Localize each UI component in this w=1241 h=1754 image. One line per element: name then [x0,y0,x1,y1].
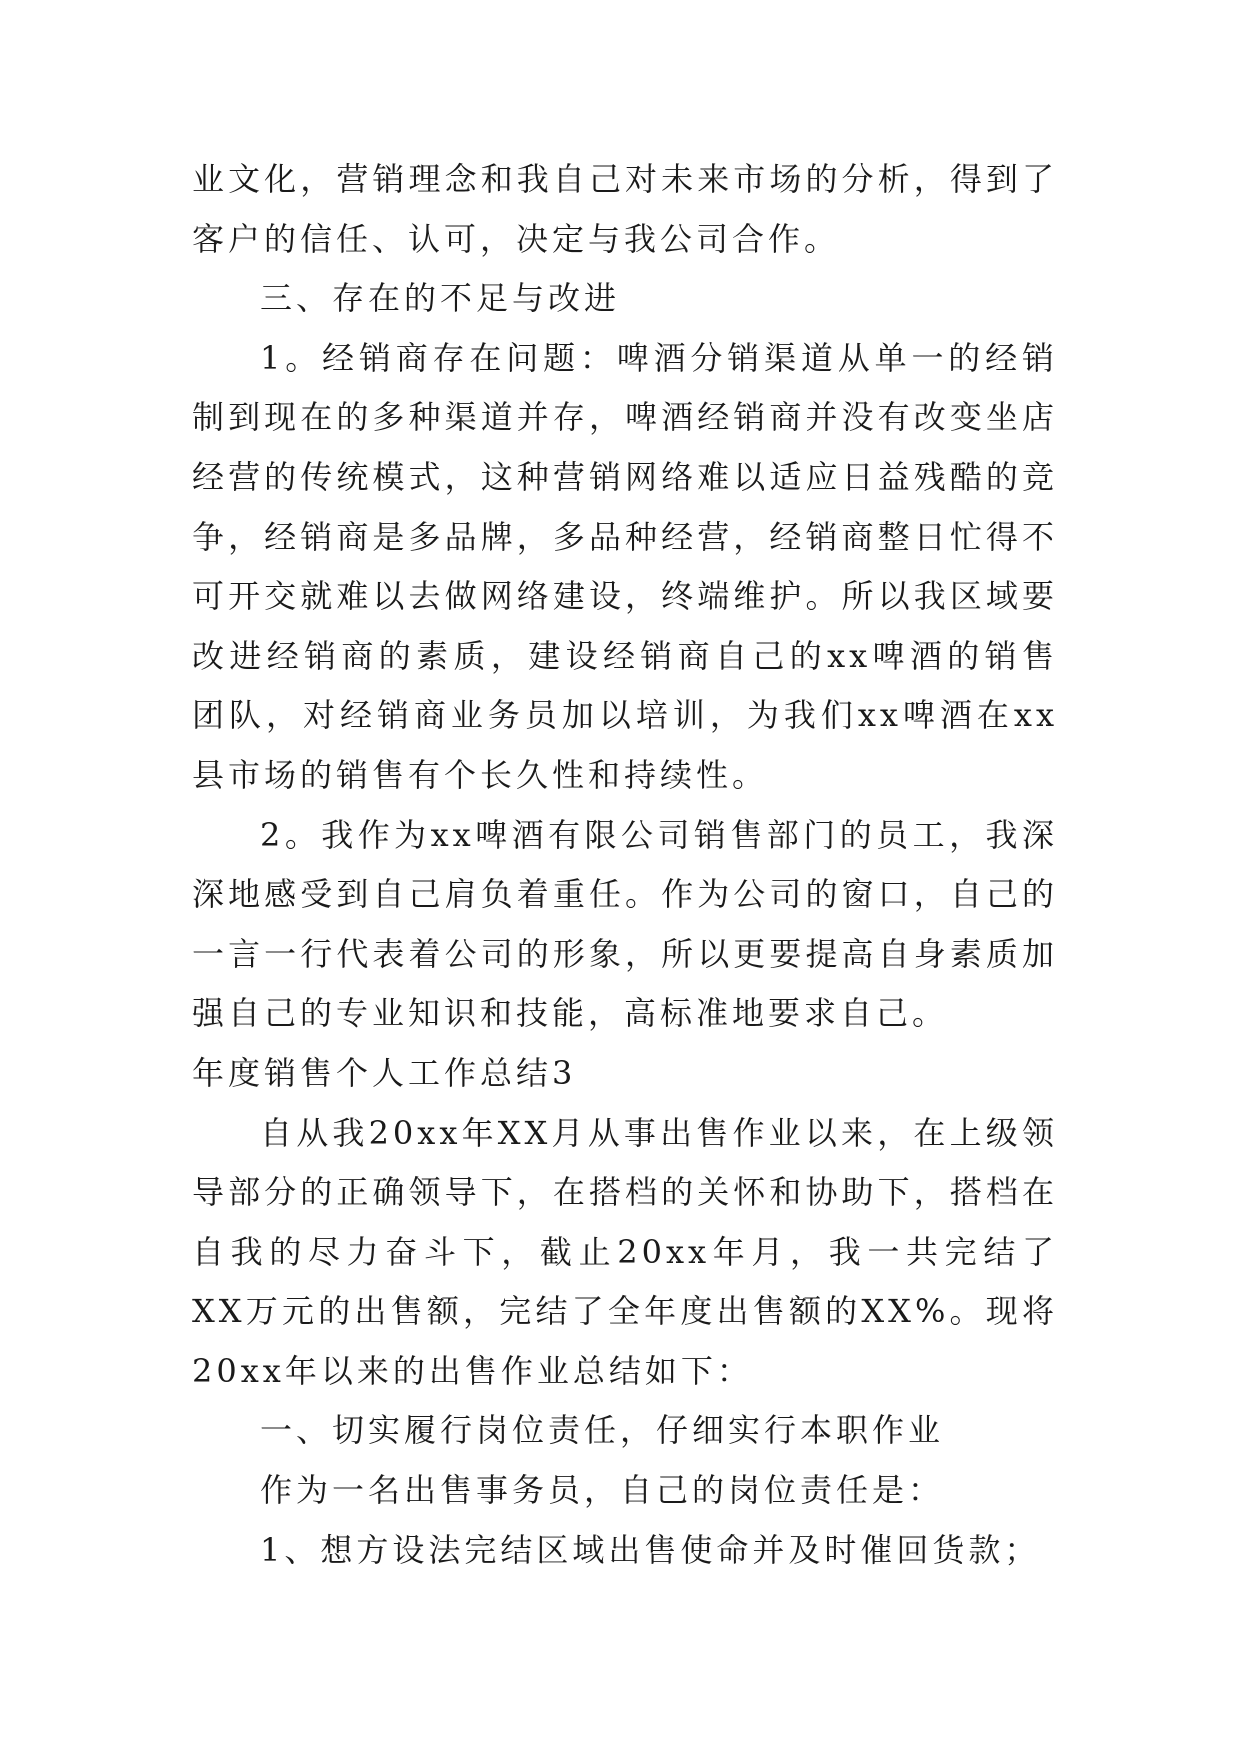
paragraph-intro: 业文化，营销理念和我自己对未来市场的分析，得到了客户的信任、认可，决定与我公司合作。 [192,160,1058,258]
section-heading-shortcomings: 三、存在的不足与改进 [260,279,621,318]
section-heading-duties: 一、切实履行岗位责任，仔细实行本职作业 [260,1411,945,1450]
paragraph-dealer-issues: 1。经销商存在问题：啤酒分销渠道从单一的经销制到现在的多种渠道并存，啤酒经销商并没有改变坐店经营的传统模式，这种营销网络难以适应日益残酷的竞争，经销商是多品牌，多品种经营，经销商整日忙得不可开交就难以去做网络建设，终端维护。所以我区域要改进经销商的素质，建设经销商自己的xx啤酒的销售团队，对经销商业务员加以培训，为我们xx啤酒在xx县市场的销售有个长久性和持续性。 [192,338,1058,794]
paragraph-employee-role: 2。我作为xx啤酒有限公司销售部门的员工，我深深地感受到自己肩负着重任。作为公司的窗口，自己的一言一行代表着公司的形象，所以更要提高自身素质加强自己的专业知识和技能，高标准地要求自己。 [192,815,1058,1033]
document-title-summary-3: 年度销售个人工作总结3 [192,1053,577,1092]
paragraph-summary-intro: 自从我20xx年XX月从事出售作业以来，在上级领导部分的正确领导下，在搭档的关怀和协助下，搭档在自我的尽力奋斗下，截止20xx年月，我一共完结了XX万元的出售额，完结了全年度出售额的XX%。现将20xx年以来的出售作业总结如下： [192,1113,1058,1390]
list-item-duty-1: 1、想方设法完结区域出售使命并及时催回货款； [260,1530,1041,1569]
document-body [192,150,1058,1580]
paragraph-duties-intro: 作为一名出售事务员，自己的岗位责任是： [260,1471,945,1510]
